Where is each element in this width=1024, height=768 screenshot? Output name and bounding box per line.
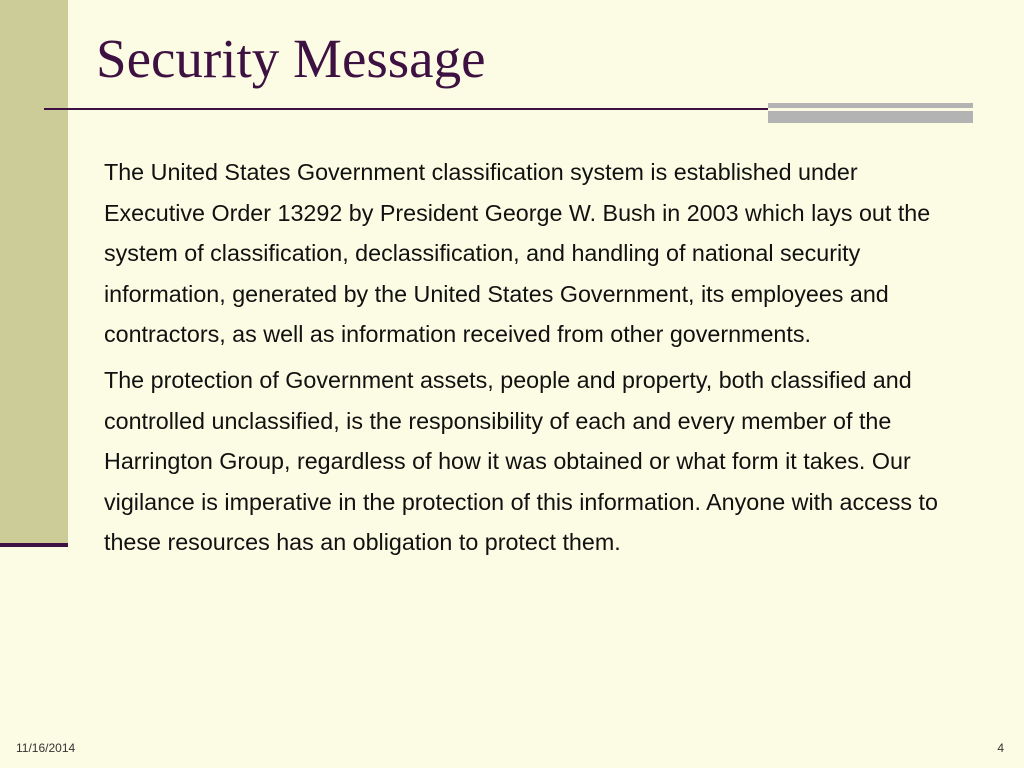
slide-body [104, 152, 954, 568]
body-paragraph-1: The United States Government classification system is established under Executive Order 13292 by President George W. Bush in 2003 which lays out the system of classification, declassification, and handling of national security information, generated by the United States Government, its employees and contractors, as well as information received from other governments. [104, 159, 931, 348]
slide-title: Security Message [96, 28, 486, 89]
title-underline-rule [44, 108, 812, 110]
title-rule-end-block [768, 103, 973, 123]
footer-page-number: 4 [997, 741, 1004, 755]
rule-block-bottom-stripe [768, 111, 973, 123]
left-decorative-bar [0, 0, 68, 546]
left-accent-line [0, 543, 68, 547]
body-paragraph-2: The protection of Government assets, people and property, both classified and controlled unclassified, is the responsibility of each and every member of the Harrington Group, regardless of how it was obtained or what form it takes. Our vigilance is imperative in the protection of this information. Anyone with access to these resources has an obligation to protect them. [104, 366, 938, 556]
footer-date: 11/16/2014 [16, 741, 76, 755]
